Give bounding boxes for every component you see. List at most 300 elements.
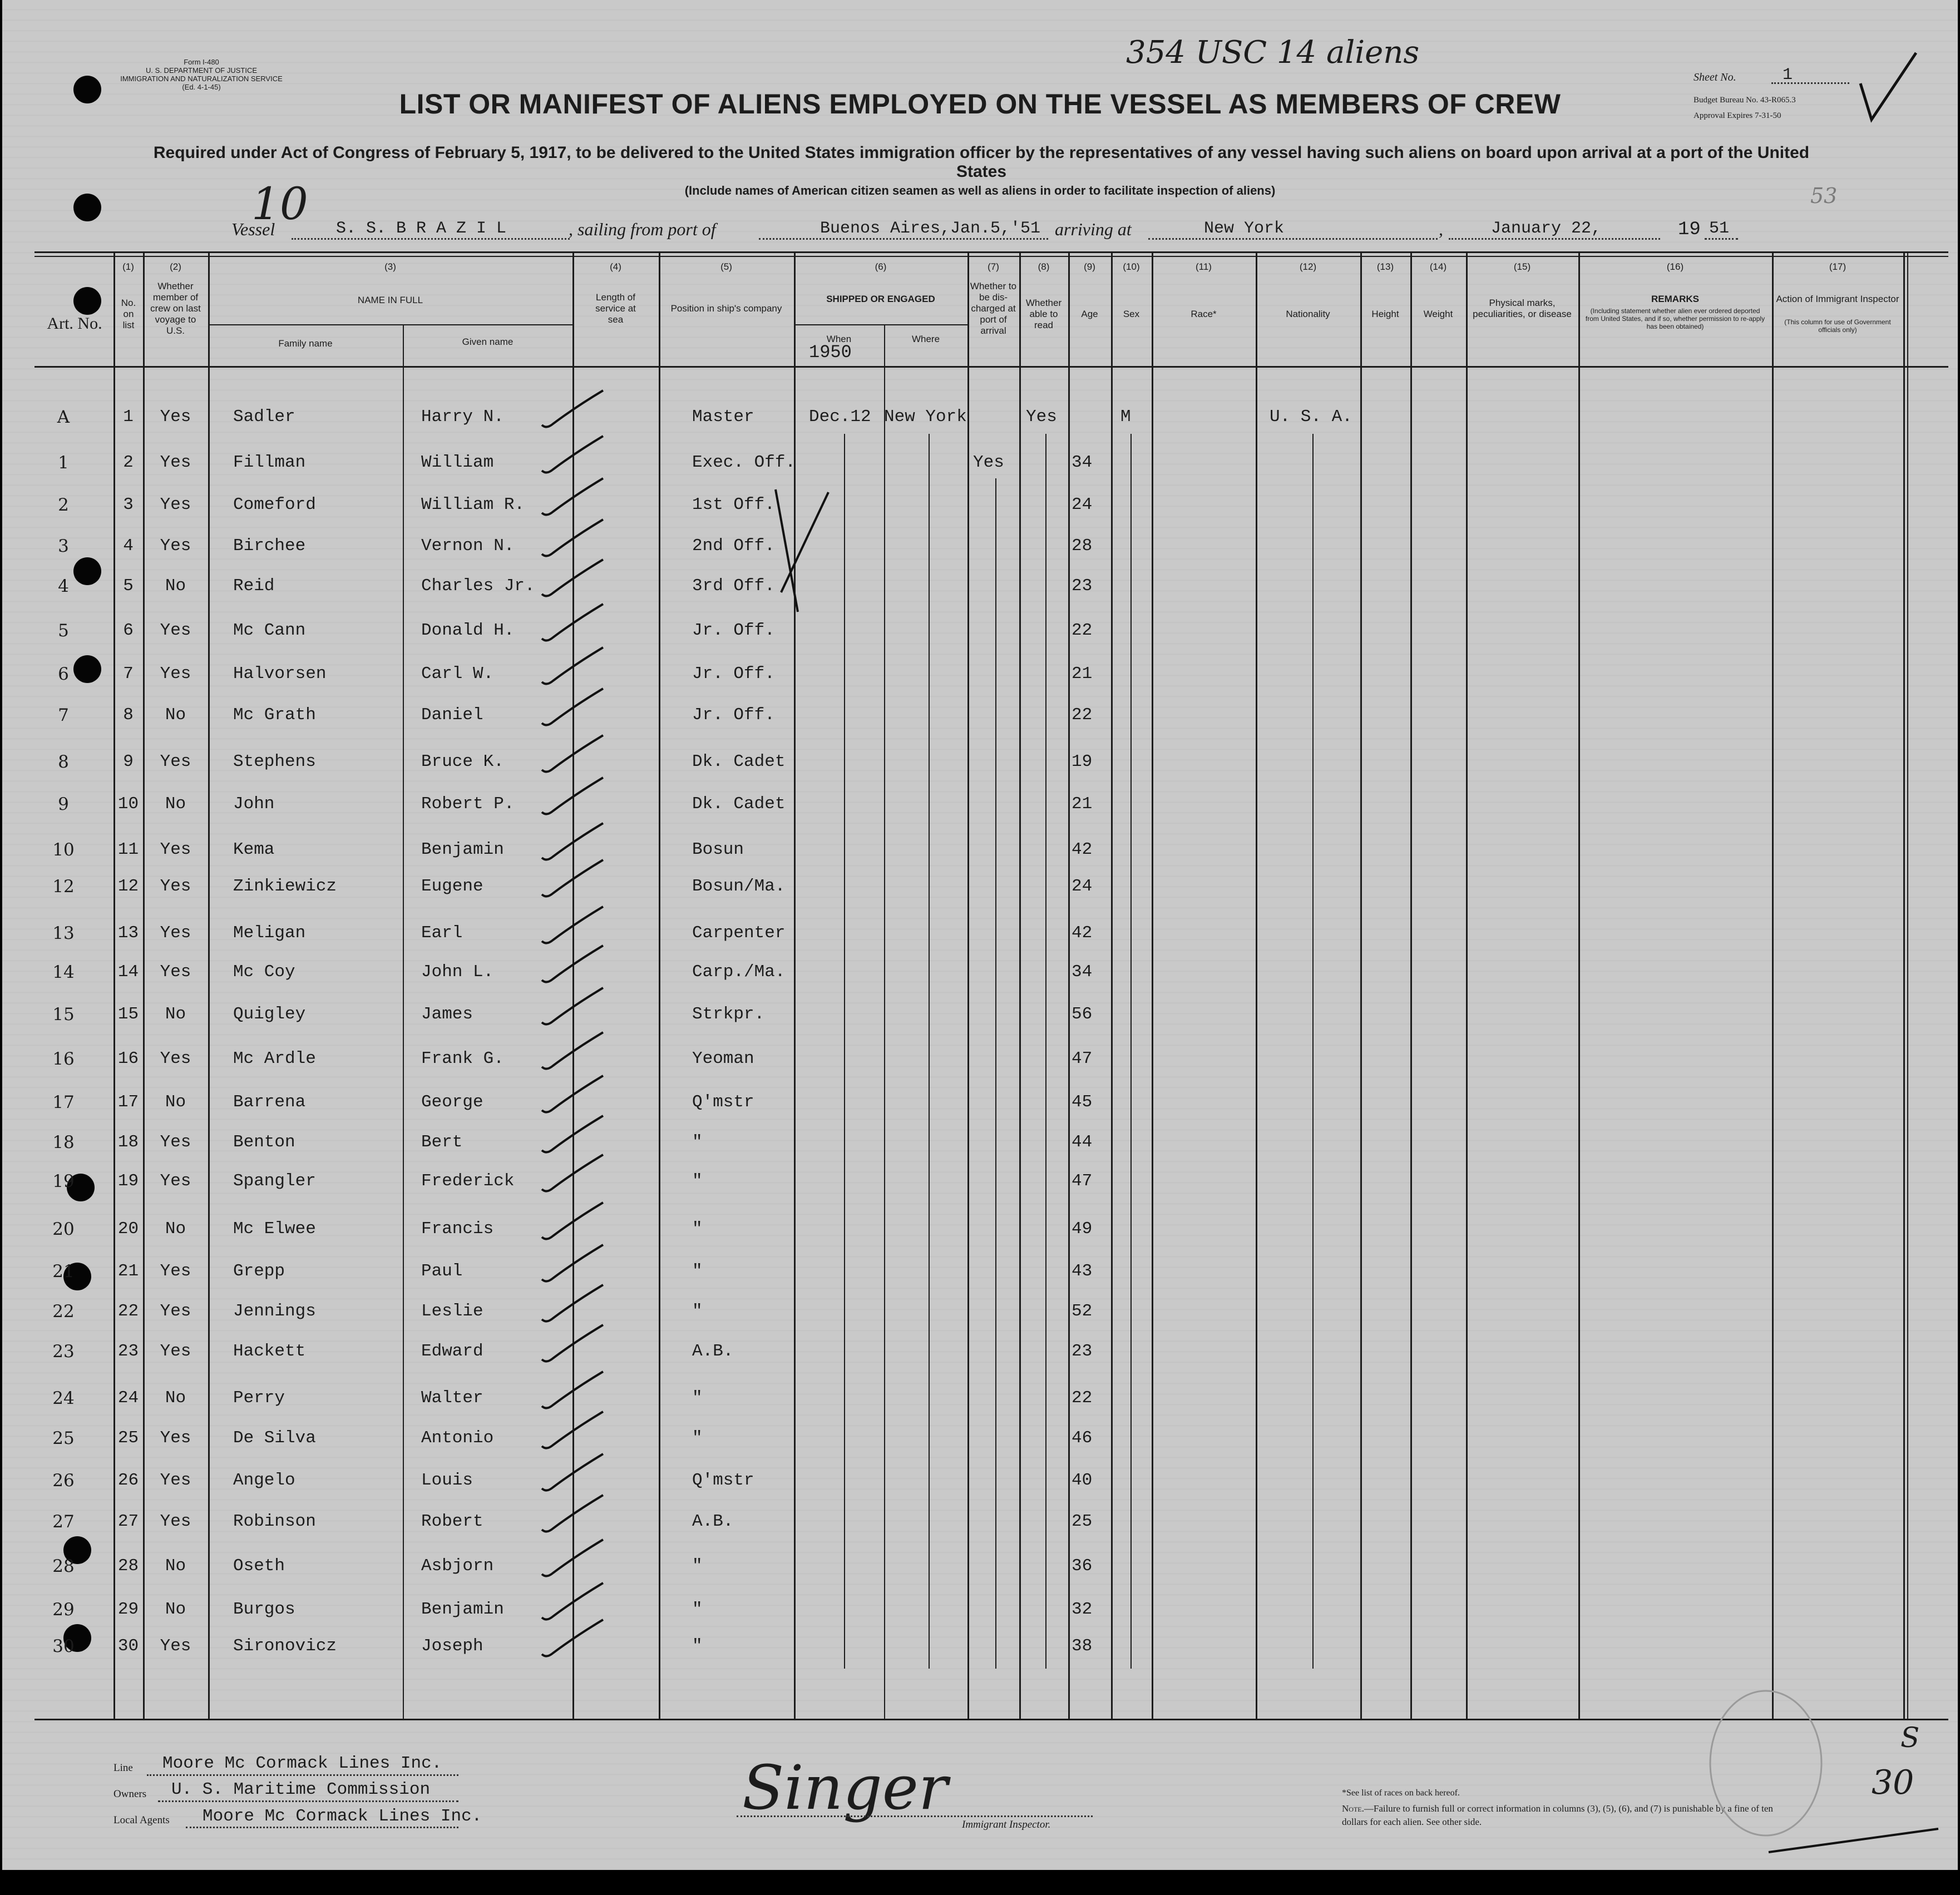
cell-last: Yes xyxy=(160,840,191,859)
header-num: (1) xyxy=(122,261,134,272)
cell-last: Yes xyxy=(160,453,191,472)
shipped-year: 1950 xyxy=(809,342,852,363)
cell-given: Antonio xyxy=(421,1428,494,1448)
cell-no: 3 xyxy=(123,495,134,514)
cell-no: 18 xyxy=(117,1132,139,1152)
header-num: (6) xyxy=(875,261,887,272)
ditto-line xyxy=(1312,434,1314,1669)
page-subtitle: Required under Act of Congress of February 5, 1917, to be delivered to the United States immigration officer by the representatives of any vessel having such aliens on board upon arrival at a port of the United States xyxy=(153,144,1810,181)
header-num: (5) xyxy=(720,261,732,272)
cell-given: Leslie xyxy=(421,1302,483,1321)
header-shipped-or-engaged: SHIPPED OR ENGAGED xyxy=(826,294,935,304)
cell-last: No xyxy=(165,705,186,725)
cell-given: Francis xyxy=(421,1219,494,1239)
punch-hole xyxy=(73,287,101,315)
cell-no: 2 xyxy=(123,453,134,472)
header-physical-marks: Physical marks, peculiarities, or disease xyxy=(1473,298,1572,319)
handwritten-top-note: 354 USC 14 aliens xyxy=(1126,34,1420,71)
cell-family: John xyxy=(233,794,275,814)
cell-art: 13 xyxy=(52,923,75,943)
header-name-in-full: NAME IN FULL xyxy=(357,295,423,305)
cell-family: Mc Elwee xyxy=(233,1219,316,1239)
cell-art: 15 xyxy=(52,1005,75,1025)
cell-given: John L. xyxy=(421,962,494,982)
cell-no: 12 xyxy=(117,877,139,896)
cell-family: Sironovicz xyxy=(233,1636,337,1656)
cell-art: 24 xyxy=(52,1388,75,1408)
cell-last: Yes xyxy=(160,1428,191,1448)
sheet-number-value: 1 xyxy=(1783,66,1793,85)
cell-family: Perry xyxy=(233,1388,285,1408)
cell-no: 6 xyxy=(123,621,134,640)
check-mark xyxy=(536,385,614,435)
cell-position: Bosun/Ma. xyxy=(692,877,786,896)
page-title: LIST OR MANIFEST OF ALIENS EMPLOYED ON THE VESSEL AS MEMBERS OF CREW xyxy=(399,88,1561,120)
cell-family: Zinkiewicz xyxy=(233,877,337,896)
cell-age: 46 xyxy=(1072,1428,1093,1448)
header-num: (2) xyxy=(170,261,181,272)
cell-no: 26 xyxy=(117,1471,139,1490)
header-position: Position in ship's company xyxy=(670,303,782,314)
corner-mark-s: S xyxy=(1900,1721,1920,1754)
checkmark-top-right xyxy=(1855,50,1922,128)
stamp-faint xyxy=(1699,1680,1833,1847)
cell-art: 10 xyxy=(52,840,75,860)
cell-family: Comeford xyxy=(233,495,316,514)
cell-position: " xyxy=(692,1171,703,1191)
cell-position: Bosun xyxy=(692,840,744,859)
header-num: (15) xyxy=(1513,261,1531,272)
cell-age: 19 xyxy=(1072,752,1093,771)
header-num: (11) xyxy=(1196,261,1212,272)
agents-label: Local Agents xyxy=(113,1814,170,1826)
cell-age: 42 xyxy=(1072,840,1093,859)
cell-age: 23 xyxy=(1072,1342,1093,1361)
budget-approval: Approval Expires 7-31-50 xyxy=(1694,111,1781,120)
cell-last: Yes xyxy=(160,923,191,943)
cell-art: 28 xyxy=(52,1556,75,1576)
cell-family: Meligan xyxy=(233,923,306,943)
cell-given: Daniel xyxy=(421,705,483,725)
cell-given: Benjamin xyxy=(421,840,504,859)
race-note: *See list of races on back hereof. xyxy=(1342,1788,1460,1798)
cell-family: Grepp xyxy=(233,1261,285,1281)
header-sex: Sex xyxy=(1123,309,1140,319)
cell-no: 5 xyxy=(123,576,134,596)
cell-no: 14 xyxy=(117,962,139,982)
cell-family: De Silva xyxy=(233,1428,316,1448)
cell-family: Spangler xyxy=(233,1171,316,1191)
cell-position: Carpenter xyxy=(692,923,786,943)
cell-last: Yes xyxy=(160,495,191,514)
cell-last: Yes xyxy=(160,1049,191,1068)
cell-given: George xyxy=(421,1092,483,1112)
cell-age: 47 xyxy=(1072,1049,1093,1068)
header-length-of-service: Length of service at sea xyxy=(595,292,636,325)
header-inspector-action: Action of Immigrant Inspector xyxy=(1776,294,1899,304)
cell-art: 12 xyxy=(52,877,75,897)
cell-last: Yes xyxy=(160,1171,191,1191)
cell-given: Edward xyxy=(421,1342,483,1361)
cell-given: James xyxy=(421,1005,473,1024)
cell-position: A.B. xyxy=(692,1342,734,1361)
cell-given: William R. xyxy=(421,495,525,514)
cell-art: 21 xyxy=(52,1261,75,1282)
header-where: Where xyxy=(911,334,940,344)
cell-family: Robinson xyxy=(233,1512,316,1531)
header-given-name: Given name xyxy=(462,337,514,347)
cell-given: Benjamin xyxy=(421,1600,504,1619)
ditto-line xyxy=(929,434,930,1669)
cell-art: 5 xyxy=(58,621,69,641)
line-value: Moore Mc Cormack Lines Inc. xyxy=(162,1754,442,1773)
cell-art: 22 xyxy=(52,1302,75,1322)
cell-position: Exec. Off. xyxy=(692,453,796,472)
cell-no: 30 xyxy=(117,1636,139,1656)
cell-sex: M xyxy=(1120,407,1131,427)
note-text: —Failure to furnish full or correct information in columns (3), (5), (6), and (7) is punishable by a fine of ten dollars for each alien. See other side. xyxy=(1342,1803,1773,1827)
cell-age: 34 xyxy=(1072,453,1093,472)
cell-family: Angelo xyxy=(233,1471,295,1490)
cell-position: 1st Off. xyxy=(692,495,775,514)
cell-last: Yes xyxy=(160,877,191,896)
cell-family: Oseth xyxy=(233,1556,285,1576)
cell-age: 56 xyxy=(1072,1005,1093,1024)
cell-age: 44 xyxy=(1072,1132,1093,1152)
form-number: Form I-480 xyxy=(184,58,219,66)
cell-last: No xyxy=(165,1005,186,1024)
cell-position: Q'mstr xyxy=(692,1092,754,1112)
header-remarks-note: (Including statement whether alien ever ordered deported from United States, and if so, whether permission to re-apply has been obtained) xyxy=(1585,307,1765,330)
cell-no: 19 xyxy=(117,1171,139,1191)
cell-age: 23 xyxy=(1072,576,1093,596)
cell-last: Yes xyxy=(160,621,191,640)
cell-age: 40 xyxy=(1072,1471,1093,1490)
check-mark xyxy=(536,1614,614,1664)
ditto-line xyxy=(1130,434,1132,1669)
cell-age: 38 xyxy=(1072,1636,1093,1656)
port-to: New York xyxy=(1204,219,1285,238)
cell-art: 30 xyxy=(52,1636,75,1656)
page-subnote: (Include names of American citizen seamen as well as aliens in order to facilitate inspection of aliens) xyxy=(684,184,1276,197)
cell-position: Jr. Off. xyxy=(692,664,775,684)
cell-position: " xyxy=(692,1428,703,1448)
cell-position: " xyxy=(692,1132,703,1152)
budget-bureau: Budget Bureau No. 43-R065.3 xyxy=(1694,96,1796,105)
cell-family: Mc Ardle xyxy=(233,1049,316,1068)
cell-art: 7 xyxy=(58,705,69,725)
header-num: (4) xyxy=(610,261,621,272)
vessel-name: S. S. B R A Z I L xyxy=(336,219,507,238)
cell-last: Yes xyxy=(160,1636,191,1656)
cell-last: Yes xyxy=(160,664,191,684)
cross-mark xyxy=(770,484,831,617)
cell-position: Carp./Ma. xyxy=(692,962,786,982)
cell-no: 11 xyxy=(117,840,139,859)
cell-position: " xyxy=(692,1388,703,1408)
cell-read: Yes xyxy=(1026,407,1057,427)
note-label: Note. xyxy=(1342,1803,1364,1814)
cell-no: 8 xyxy=(123,705,134,725)
cell-family: Benton xyxy=(233,1132,295,1152)
ditto-line xyxy=(844,434,845,1669)
arrival-year-prefix: 19 xyxy=(1678,219,1701,240)
form-info xyxy=(85,58,318,91)
cell-family: Barrena xyxy=(233,1092,306,1112)
cell-age: 49 xyxy=(1072,1219,1093,1239)
header-when: When xyxy=(826,334,852,344)
cell-last: No xyxy=(165,1388,186,1408)
cell-age: 47 xyxy=(1072,1171,1093,1191)
cell-art: 25 xyxy=(52,1428,75,1448)
cell-no: 23 xyxy=(117,1342,139,1361)
cell-given: Bert xyxy=(421,1132,463,1152)
cell-given: Walter xyxy=(421,1388,483,1408)
cell-age: 22 xyxy=(1072,705,1093,725)
cell-no: 7 xyxy=(123,664,134,684)
cell-given: Asbjorn xyxy=(421,1556,494,1576)
cell-art: 14 xyxy=(52,962,75,982)
cell-position: Strkpr. xyxy=(692,1005,765,1024)
cell-no: 15 xyxy=(117,1005,139,1024)
cell-no: 27 xyxy=(117,1512,139,1531)
corner-mark-30: 30 xyxy=(1872,1763,1914,1802)
cell-family: Halvorsen xyxy=(233,664,327,684)
cell-last: Yes xyxy=(160,1512,191,1531)
cell-no: 17 xyxy=(117,1092,139,1112)
header-height: Height xyxy=(1371,309,1399,319)
cell-no: 9 xyxy=(123,752,134,771)
cell-family: Fillman xyxy=(233,453,306,472)
header-discharged: Whether to be dis-charged at port of arrival xyxy=(970,281,1017,336)
header-num: (13) xyxy=(1376,261,1394,272)
cell-position: " xyxy=(692,1600,703,1619)
check-mark xyxy=(536,554,614,604)
inspector-signature: Singer xyxy=(742,1752,948,1823)
cell-art: 1 xyxy=(58,453,69,473)
agents-value: Moore Mc Cormack Lines Inc. xyxy=(203,1807,482,1826)
cell-given: Donald H. xyxy=(421,621,515,640)
cell-given: Eugene xyxy=(421,877,483,896)
cell-position: Jr. Off. xyxy=(692,705,775,725)
cell-age: 34 xyxy=(1072,962,1093,982)
cell-position: Dk. Cadet xyxy=(692,752,786,771)
arrival-date: January 22, xyxy=(1491,219,1602,238)
cell-family: Mc Cann xyxy=(233,621,306,640)
cell-position: " xyxy=(692,1556,703,1576)
header-race: Race* xyxy=(1191,309,1217,319)
cell-no: 4 xyxy=(123,536,134,556)
cell-given: Robert xyxy=(421,1512,483,1531)
cell-last: No xyxy=(165,576,186,596)
cell-last: No xyxy=(165,794,186,814)
header-inspector-action-note: (This column for use of Government officials only) xyxy=(1784,318,1891,334)
cell-last: No xyxy=(165,1556,186,1576)
cell-art: 23 xyxy=(52,1342,75,1362)
cell-art: A xyxy=(57,407,70,427)
cell-last: Yes xyxy=(160,1471,191,1490)
header-weight: Weight xyxy=(1423,309,1453,319)
cell-age: 28 xyxy=(1072,536,1093,556)
cell-age: 24 xyxy=(1072,877,1093,896)
vessel-label: Vessel xyxy=(231,219,275,239)
cell-position: " xyxy=(692,1261,703,1281)
cell-age: 32 xyxy=(1072,1600,1093,1619)
cell-last: Yes xyxy=(160,1342,191,1361)
header-num: (16) xyxy=(1666,261,1684,272)
cell-age: 52 xyxy=(1072,1302,1093,1321)
header-age: Age xyxy=(1081,309,1098,319)
cell-family: Burgos xyxy=(233,1600,295,1619)
cell-no: 20 xyxy=(117,1219,139,1239)
header-num: (14) xyxy=(1429,261,1447,272)
cell-family: Reid xyxy=(233,576,275,596)
sailing-label: , sailing from port of xyxy=(569,219,716,239)
form-edition: (Ed. 4-1-45) xyxy=(182,83,221,91)
cell-art: 27 xyxy=(52,1512,75,1532)
cell-no: 29 xyxy=(117,1600,139,1619)
cell-given: Vernon N. xyxy=(421,536,515,556)
inspector-label: Immigrant Inspector. xyxy=(962,1819,1051,1830)
cell-given: Robert P. xyxy=(421,794,515,814)
cell-age: 25 xyxy=(1072,1512,1093,1531)
cell-art: 18 xyxy=(52,1132,75,1152)
owners-value: U. S. Maritime Commission xyxy=(171,1780,431,1799)
cell-position: Dk. Cadet xyxy=(692,794,786,814)
header-no-on-list: No. on list xyxy=(121,298,136,330)
arriving-label: arriving at xyxy=(1055,219,1132,239)
cell-position: Yeoman xyxy=(692,1049,754,1068)
check-mark xyxy=(536,598,614,649)
handwritten-margin-mark: 10 xyxy=(251,178,308,230)
header-num: (8) xyxy=(1038,261,1050,272)
cell-age: 43 xyxy=(1072,1261,1093,1281)
cell-art: 20 xyxy=(52,1219,75,1239)
arrival-year-suffix: 51 xyxy=(1709,219,1730,238)
cell-last: No xyxy=(165,1600,186,1619)
cell-position: A.B. xyxy=(692,1512,734,1531)
cell-no: 28 xyxy=(117,1556,139,1576)
cell-art: 16 xyxy=(52,1049,75,1069)
cell-last: No xyxy=(165,1219,186,1239)
cell-nationality: U. S. A. xyxy=(1270,407,1352,427)
budget-info xyxy=(1694,92,1796,123)
cell-no: 13 xyxy=(117,923,139,943)
check-mark xyxy=(536,1319,614,1369)
header-num: (7) xyxy=(988,261,999,272)
cell-no: 1 xyxy=(123,407,134,427)
cell-position: 3rd Off. xyxy=(692,576,775,596)
header-last-voyage: Whether member of crew on last voyage to U.S. xyxy=(150,281,201,336)
cell-last: Yes xyxy=(160,1302,191,1321)
cell-family: Quigley xyxy=(233,1005,306,1024)
stamp-number: 53 xyxy=(1810,184,1838,208)
cell-art: 6 xyxy=(58,664,69,684)
cell-no: 21 xyxy=(117,1261,139,1281)
line-label: Line xyxy=(113,1762,133,1774)
cell-given: Frank G. xyxy=(421,1049,504,1068)
cell-age: 22 xyxy=(1072,621,1093,640)
manifest-sheet: Form I-480 U. S. DEPARTMENT OF JUSTICE IMMIGRATION AND NATURALIZATION SERVICE (Ed. 4-1-45) 354 USC 14 aliens LIST OR MANIFEST OF ALIENS EMPLOYED ON THE VESSEL AS MEMBERS OF CREW Required under Act of Congress of February 5, 1917, to be delivered to the United States immigration officer by the representatives of any vessel having such aliens on board upon arrival at a port of the United States (Include names of American citizen seamen as well as aliens in order to facilitate inspection of aliens) Sheet No. 1 Budget Bureau No. 43-R065.3 Approval Expires 7-31-50 53 10 Vessel S. S. B R A Z I L , sailing from port of Buenos Aires,Jan.5,'51 arriving at New York , January 22, 19 51 Art. No. (1) No. on list (2) Whether member of crew on last voyage to U.S. (3) NAME IN FULL Family name Given name (4) Length of service at sea (5) Position in ship's company (6) SHIPPED OR ENGAGED When Where (7) Whether to be dis-charged at port of arrival (8) Whether able to read (9) Age (10) Sex (11) Race* (12) Nationality (13) Height (14) Weight (15) Physical marks, peculiarities, or disease (16) REMARKS (Including statement whether alien ever ordered deported from United States, and if so, whether permission to re-apply has been obtained) (17) Action of Immigrant Inspector (This column for use of Government officials only) 1950 A 1 Yes Sadler Harry N. Master Dec.12 New York Yes M U. S. A. 1 2 Yes Fillman William Exec. Off. Yes 34 2 3 Yes Comeford William R. 1st Off. 24 3 4 Yes Birchee Vernon N. 2nd Off. 28 4 5 No Reid Charles Jr. 3rd Off. 23 5 6 Yes Mc Cann Donald H. Jr. Off. 22 6 7 Yes Halvorsen Carl W. Jr. Off. 21 7 8 No Mc Grath Daniel Jr. Off. 22 8 9 Yes Stephens Bruce K. Dk. Cadet 19 9 10 No John Robert P. Dk. Cadet 21 10 11 Yes Kema Benjamin Bosun 42 12 12 Yes Zinkiewicz Eugene Bosun/Ma. 24 13 13 Yes Meligan Earl Carpenter 42 14 14 Yes Mc Coy John L. Carp./Ma. 34 15 15 No Quigley James Strkpr. 56 16 16 Yes Mc Ardle Frank G. Yeoman 47 17 17 No Barrena George Q'mstr 45 18 18 Yes Benton Bert " 44 19 19 Yes Spangler Frederick " 47 20 20 No Mc Elwee Francis " 49 21 21 Yes Grepp Paul " 43 22 22 Yes Jennings Leslie " 52 23 23 Yes Hackett Edward A.B. 23 24 24 No Perry Walter " 22 25 25 Yes De Silva Antonio " 46 26 26 Yes Angelo Louis Q'mstr 40 27 27 Yes Robinson Robert A.B. 25 28 28 No Oseth Asbjorn " 36 29 29 No Burgos Benjamin " 32 30 30 Yes Sironovicz Joseph " 38 Line Moore Mc Cormack Lines Inc. Owners U. S. Maritime Commission Local Agents Moore Mc Cormack Lines Inc. Singer Immigrant Inspector. *See list of races on back hereof. Note.—Failure to furnish full or correct information in columns (3), (5), (6), and (7) is punishable by a fine of ten dollars for each alien. See other side. S 30 xyxy=(2,0,1958,1870)
form-service: IMMIGRATION AND NATURALIZATION SERVICE xyxy=(120,75,283,83)
owners-label: Owners xyxy=(113,1788,147,1800)
cell-position: " xyxy=(692,1219,703,1239)
cell-art: 29 xyxy=(52,1600,75,1620)
check-mark xyxy=(536,683,614,733)
cell-last: Yes xyxy=(160,1261,191,1281)
cell-last: Yes xyxy=(160,536,191,556)
cell-position: 2nd Off. xyxy=(692,536,775,556)
cell-no: 25 xyxy=(117,1428,139,1448)
cell-position: Master xyxy=(692,407,754,427)
cell-last: Yes xyxy=(160,752,191,771)
cell-no: 16 xyxy=(117,1049,139,1068)
check-mark xyxy=(536,854,614,904)
cell-art: 8 xyxy=(58,752,69,772)
cell-family: Mc Grath xyxy=(233,705,316,725)
cell-given: Frederick xyxy=(421,1171,515,1191)
header-num: (10) xyxy=(1123,261,1140,272)
header-nationality: Nationality xyxy=(1286,309,1330,319)
cell-age: 21 xyxy=(1072,794,1093,814)
cell-given: William xyxy=(421,453,494,472)
header-num: (9) xyxy=(1084,261,1095,272)
header-num: (3) xyxy=(384,261,396,272)
cell-last: Yes xyxy=(160,1132,191,1152)
cell-where: New York xyxy=(884,407,967,427)
cell-when: Dec.12 xyxy=(809,407,871,427)
check-mark xyxy=(536,1490,614,1540)
cell-family: Jennings xyxy=(233,1302,316,1321)
ditto-line xyxy=(995,478,996,1669)
header-remarks: REMARKS xyxy=(1651,294,1699,304)
cell-no: 24 xyxy=(117,1388,139,1408)
port-from: Buenos Aires,Jan.5,'51 xyxy=(820,219,1041,238)
check-mark xyxy=(536,772,614,822)
cell-given: Charles Jr. xyxy=(421,576,535,596)
cell-age: 42 xyxy=(1072,923,1093,943)
cell-art: 17 xyxy=(52,1092,75,1112)
cell-age: 22 xyxy=(1072,1388,1093,1408)
cell-art: 9 xyxy=(58,794,69,814)
cell-age: 36 xyxy=(1072,1556,1093,1576)
cell-art: 19 xyxy=(52,1171,75,1191)
cell-given: Carl W. xyxy=(421,664,494,684)
cell-age: 21 xyxy=(1072,664,1093,684)
ditto-line xyxy=(1045,434,1046,1669)
cell-family: Kema xyxy=(233,840,275,859)
cell-position: " xyxy=(692,1302,703,1321)
check-mark xyxy=(536,1027,614,1077)
cell-no: 22 xyxy=(117,1302,139,1321)
cell-given: Joseph xyxy=(421,1636,483,1656)
cell-family: Birchee xyxy=(233,536,306,556)
header-family-name: Family name xyxy=(278,338,333,349)
cell-last: Yes xyxy=(160,407,191,427)
cell-given: Bruce K. xyxy=(421,752,504,771)
sheet-number-label: Sheet No. xyxy=(1694,71,1736,83)
cell-art: 2 xyxy=(58,495,69,515)
check-mark xyxy=(536,982,614,1032)
cell-given: Earl xyxy=(421,923,463,943)
cell-given: Paul xyxy=(421,1261,463,1281)
cell-no: 10 xyxy=(117,794,139,814)
cell-family: Stephens xyxy=(233,752,316,771)
header-num: (17) xyxy=(1829,261,1847,272)
cell-discharged: Yes xyxy=(973,453,1004,472)
cell-given: Louis xyxy=(421,1471,473,1490)
cell-family: Sadler xyxy=(233,407,295,427)
